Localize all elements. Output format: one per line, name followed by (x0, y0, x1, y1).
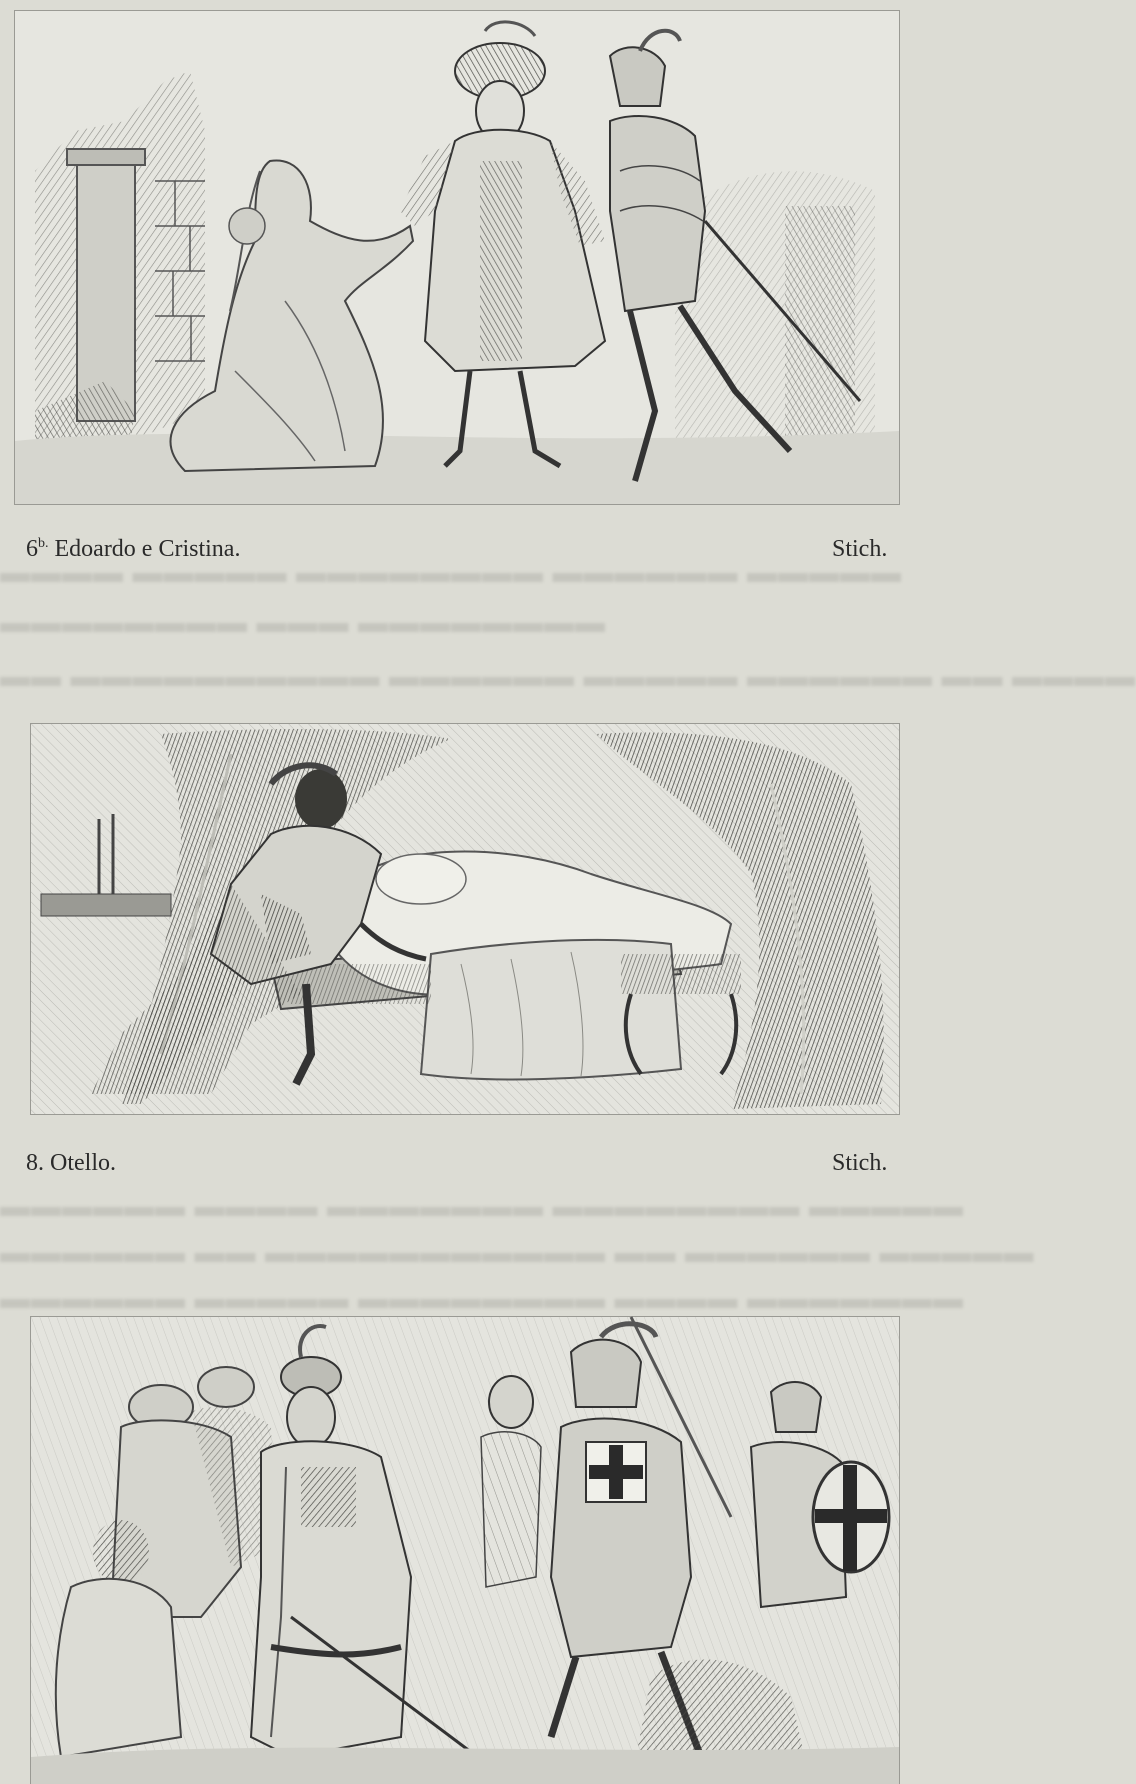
credit-plate-8: Stich. (832, 1150, 888, 1176)
show-through-text: ▬▬▬▬ ▬▬▬▬▬ ▬▬▬▬▬▬▬▬ ▬▬▬▬▬▬ ▬▬▬▬▬ (0, 556, 902, 589)
engraving-edoardo-e-cristina (14, 10, 900, 505)
show-through-text: ▬▬▬▬▬▬ ▬▬▬▬▬ ▬▬▬▬▬▬▬▬ ▬▬▬▬ ▬▬▬▬▬▬▬ (0, 1282, 964, 1315)
plate-number: 6 (26, 536, 38, 562)
engraving-otello (30, 723, 900, 1115)
show-through-text: ▬▬▬▬▬▬ ▬▬ ▬▬▬▬▬▬▬▬▬▬▬ ▬▬ ▬▬▬▬▬▬ ▬▬▬▬▬ (0, 1236, 1035, 1269)
show-through-text: ▬▬▬▬▬▬ ▬▬▬▬ ▬▬▬▬▬▬▬ ▬▬▬▬▬▬▬▬ ▬▬▬▬▬ (0, 1190, 964, 1223)
plate-number: 8. (26, 1150, 44, 1176)
plate-title: Otello. (50, 1150, 116, 1176)
caption-plate-6b (26, 536, 240, 563)
show-through-text: ▬▬ ▬▬▬▬▬▬▬▬▬▬ ▬▬▬▬▬▬ ▬▬▬▬▬ ▬▬▬▬▬▬ ▬▬ ▬▬▬▬ (0, 660, 1136, 693)
caption-plate-8 (26, 1150, 116, 1177)
engraving-group-scene (30, 1316, 900, 1784)
credit-plate-6b: Stich. (832, 536, 888, 562)
plate-number-suffix: b. (38, 536, 49, 551)
plate-title: Edoardo e Cristina. (54, 536, 241, 562)
show-through-text: ▬▬▬▬▬▬▬▬ ▬▬▬ ▬▬▬▬▬▬▬▬ (0, 606, 606, 639)
